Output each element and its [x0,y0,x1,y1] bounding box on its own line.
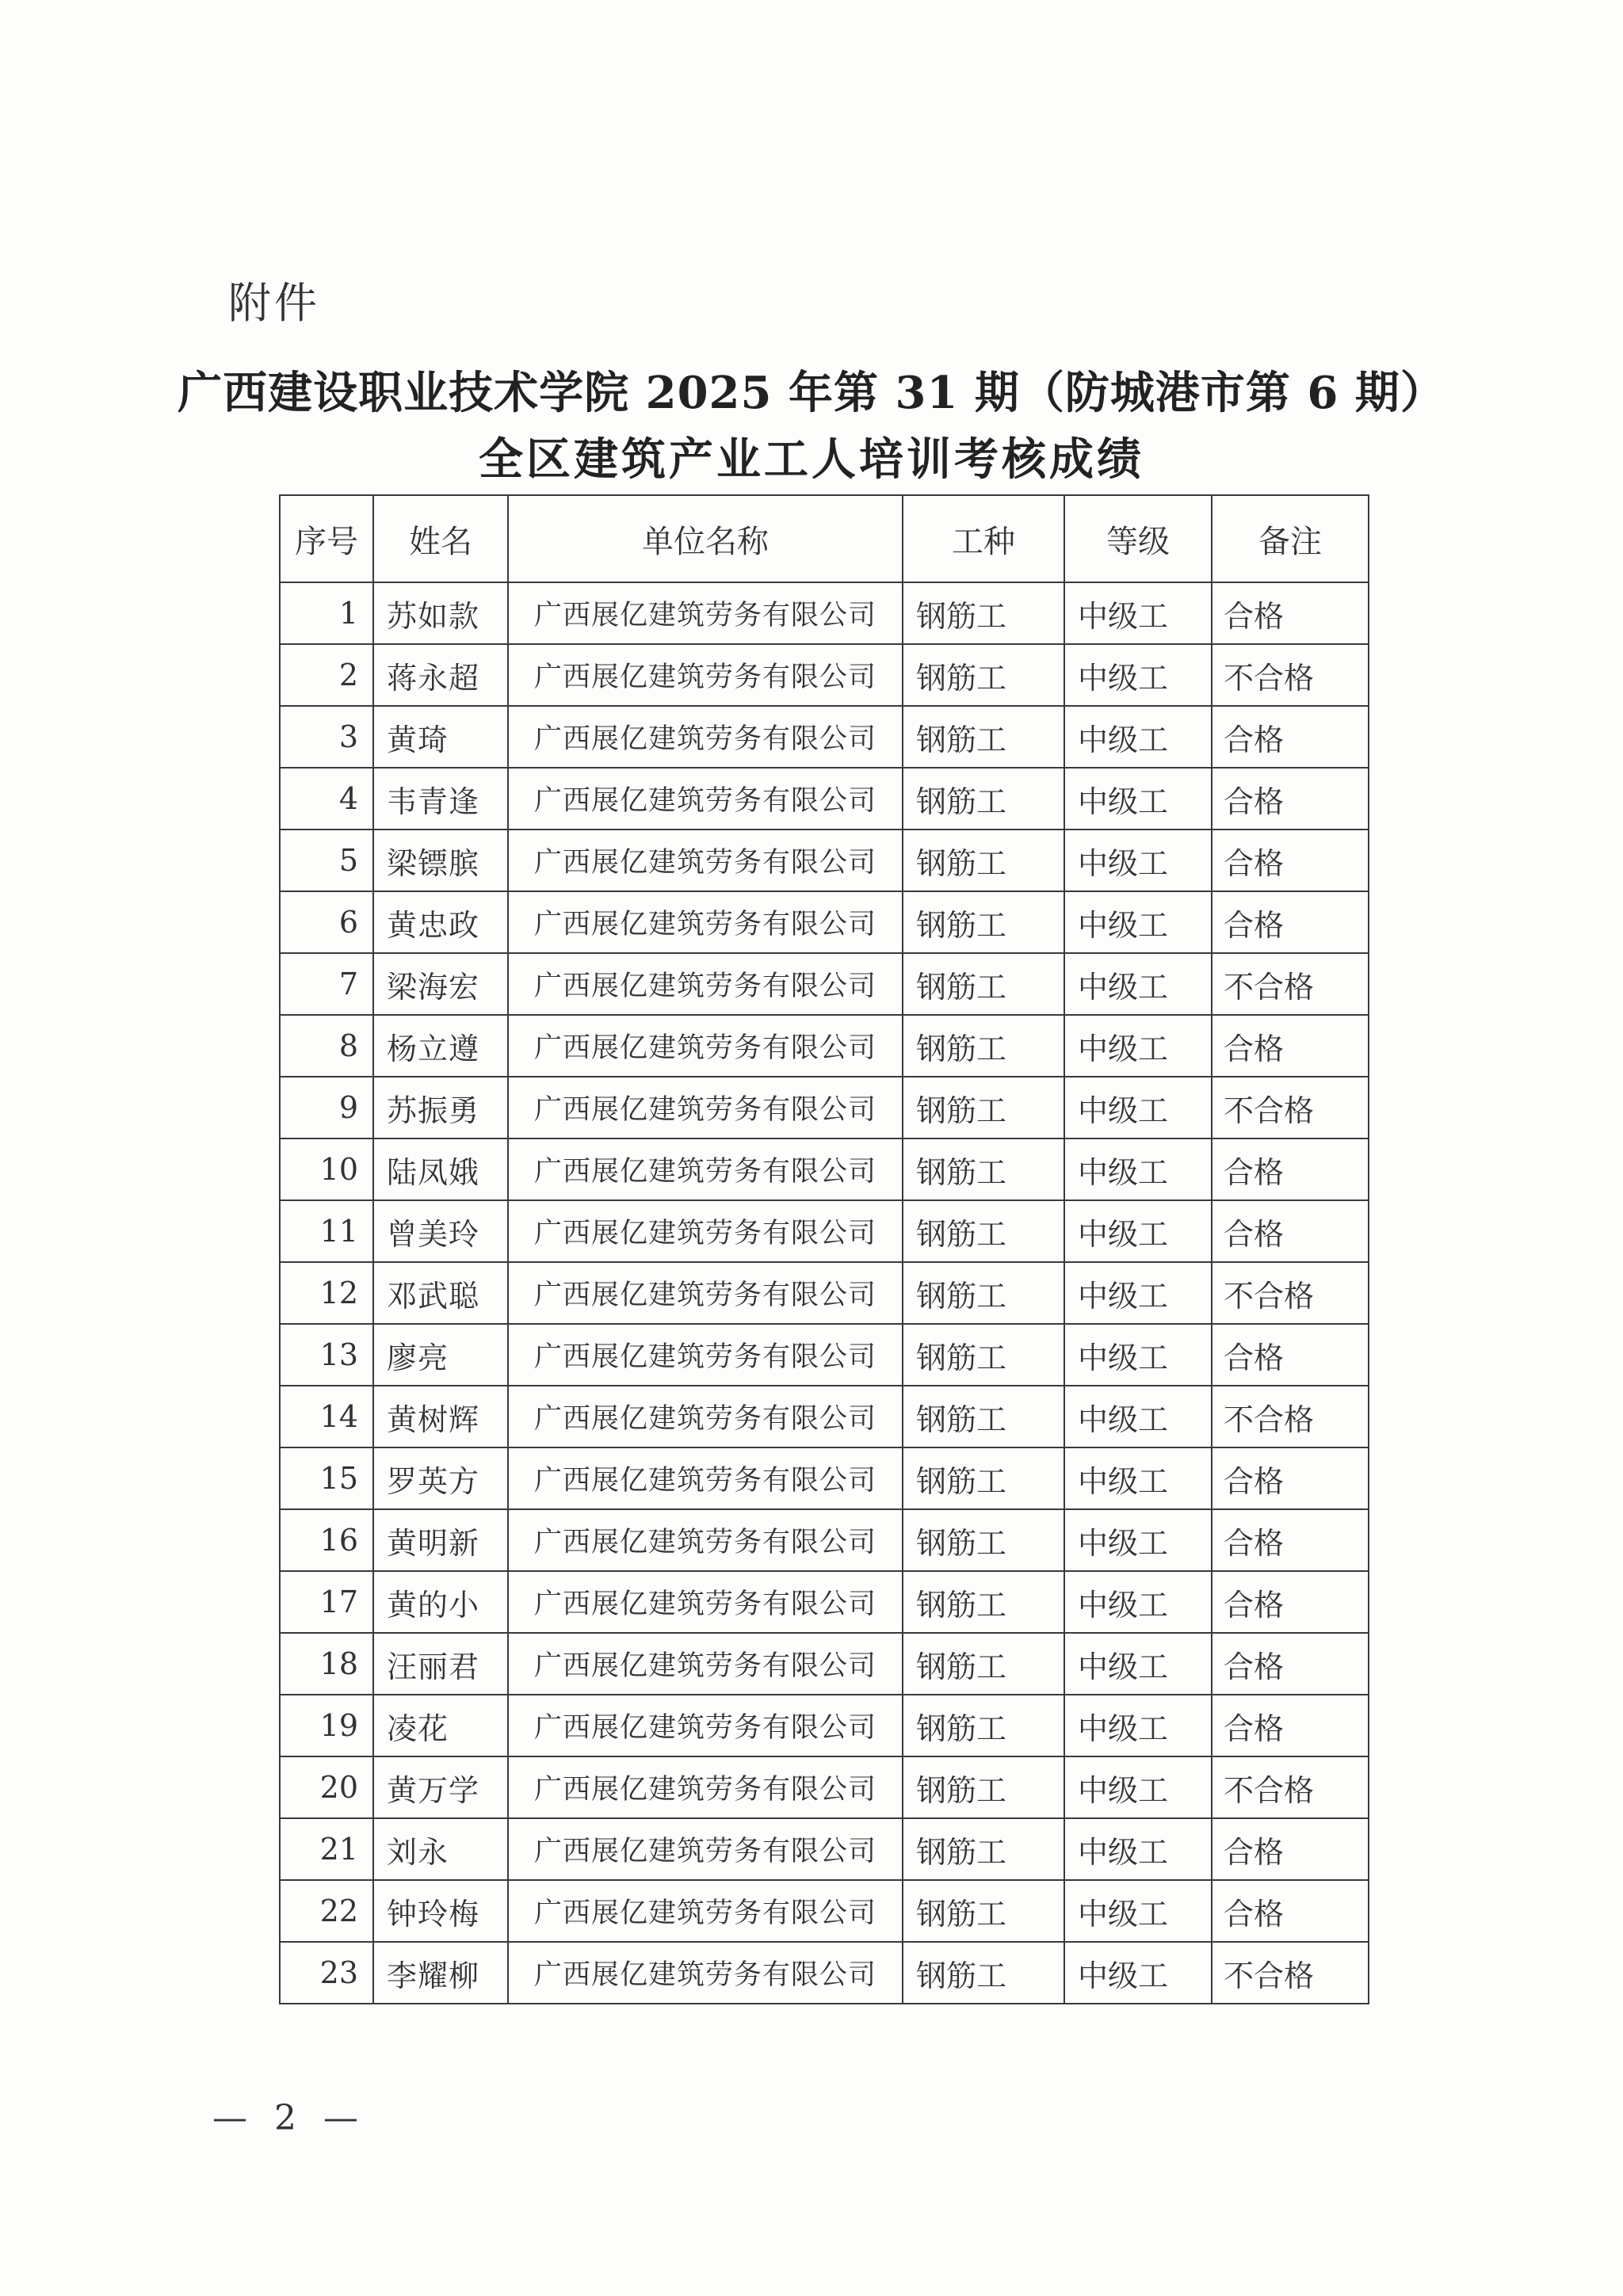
cell-serial-number: 3 [280,706,373,768]
cell-level: 中级工 [1064,1695,1212,1756]
table-header-row [280,495,1369,582]
cell-work-type: 钢筋工 [903,830,1064,891]
cell-work-type: 钢筋工 [903,768,1064,830]
cell-serial-number: 21 [280,1818,373,1880]
header-level: 等级 [1064,495,1212,582]
cell-work-type: 钢筋工 [903,1695,1064,1756]
table-row [280,1818,1369,1880]
cell-unit-name: 广西展亿建筑劳务有限公司 [508,1818,903,1880]
cell-serial-number: 11 [280,1200,373,1262]
table-row [280,891,1369,953]
cell-remarks: 合格 [1212,1447,1369,1509]
cell-remarks: 合格 [1212,1571,1369,1633]
cell-name: 黄忠政 [373,891,508,953]
table-row [280,644,1369,706]
cell-name: 黄万学 [373,1756,508,1818]
cell-level: 中级工 [1064,1324,1212,1386]
cell-serial-number: 9 [280,1077,373,1138]
table-row [280,830,1369,891]
header-unit-name: 单位名称 [508,495,903,582]
cell-work-type: 钢筋工 [903,1386,1064,1447]
cell-remarks: 不合格 [1212,953,1369,1015]
cell-remarks: 不合格 [1212,1386,1369,1447]
cell-serial-number: 23 [280,1942,373,2004]
cell-unit-name: 广西展亿建筑劳务有限公司 [508,1447,903,1509]
attachment-label: 附件 [228,278,320,328]
table-row [280,1942,1369,2004]
cell-work-type: 钢筋工 [903,582,1064,644]
cell-remarks: 不合格 [1212,1077,1369,1138]
cell-remarks: 合格 [1212,1138,1369,1200]
cell-name: 邓武聪 [373,1262,508,1324]
cell-level: 中级工 [1064,706,1212,768]
cell-work-type: 钢筋工 [903,1571,1064,1633]
cell-name: 曾美玲 [373,1200,508,1262]
cell-remarks: 合格 [1212,1818,1369,1880]
table-row [280,706,1369,768]
cell-level: 中级工 [1064,830,1212,891]
cell-level: 中级工 [1064,1138,1212,1200]
cell-work-type: 钢筋工 [903,1077,1064,1138]
table-row [280,1571,1369,1633]
cell-level: 中级工 [1064,1571,1212,1633]
cell-level: 中级工 [1064,1077,1212,1138]
cell-remarks: 合格 [1212,582,1369,644]
cell-unit-name: 广西展亿建筑劳务有限公司 [508,1077,903,1138]
cell-level: 中级工 [1064,1015,1212,1077]
table-row [280,1756,1369,1818]
cell-level: 中级工 [1064,953,1212,1015]
header-remarks: 备注 [1212,495,1369,582]
cell-name: 梁海宏 [373,953,508,1015]
table-row [280,953,1369,1015]
cell-name: 汪丽君 [373,1633,508,1695]
cell-level: 中级工 [1064,1942,1212,2004]
cell-unit-name: 广西展亿建筑劳务有限公司 [508,1756,903,1818]
table-row [280,1447,1369,1509]
table-row [280,1015,1369,1077]
cell-serial-number: 19 [280,1695,373,1756]
cell-work-type: 钢筋工 [903,1942,1064,2004]
cell-unit-name: 广西展亿建筑劳务有限公司 [508,1324,903,1386]
cell-unit-name: 广西展亿建筑劳务有限公司 [508,891,903,953]
cell-level: 中级工 [1064,891,1212,953]
table-row [280,1633,1369,1695]
cell-unit-name: 广西展亿建筑劳务有限公司 [508,1200,903,1262]
cell-work-type: 钢筋工 [903,1262,1064,1324]
table-row [280,1138,1369,1200]
cell-serial-number: 2 [280,644,373,706]
cell-name: 梁镖膑 [373,830,508,891]
table-row [280,1077,1369,1138]
document-title-line-1: 广西建设职业技术学院 2025 年第 31 期（防城港市第 6 期） [178,367,1445,419]
cell-unit-name: 广西展亿建筑劳务有限公司 [508,1386,903,1447]
cell-work-type: 钢筋工 [903,1880,1064,1942]
cell-work-type: 钢筋工 [903,1200,1064,1262]
cell-unit-name: 广西展亿建筑劳务有限公司 [508,644,903,706]
table-row [280,1509,1369,1571]
cell-remarks: 合格 [1212,1509,1369,1571]
cell-work-type: 钢筋工 [903,1324,1064,1386]
cell-name: 李耀柳 [373,1942,508,2004]
cell-level: 中级工 [1064,1880,1212,1942]
cell-remarks: 不合格 [1212,644,1369,706]
cell-level: 中级工 [1064,1509,1212,1571]
table-row [280,1262,1369,1324]
cell-unit-name: 广西展亿建筑劳务有限公司 [508,768,903,830]
cell-level: 中级工 [1064,644,1212,706]
cell-level: 中级工 [1064,1633,1212,1695]
document-title-line-2: 全区建筑产业工人培训考核成绩 [479,433,1144,486]
cell-level: 中级工 [1064,1386,1212,1447]
cell-remarks: 合格 [1212,1633,1369,1695]
cell-serial-number: 13 [280,1324,373,1386]
cell-serial-number: 10 [280,1138,373,1200]
cell-name: 凌花 [373,1695,508,1756]
header-serial-number: 序号 [280,495,373,582]
cell-level: 中级工 [1064,582,1212,644]
score-table [279,494,1369,2004]
cell-work-type: 钢筋工 [903,953,1064,1015]
table-row [280,1880,1369,1942]
cell-unit-name: 广西展亿建筑劳务有限公司 [508,1509,903,1571]
cell-level: 中级工 [1064,1262,1212,1324]
cell-unit-name: 广西展亿建筑劳务有限公司 [508,1880,903,1942]
cell-work-type: 钢筋工 [903,1138,1064,1200]
cell-work-type: 钢筋工 [903,1633,1064,1695]
cell-remarks: 合格 [1212,1015,1369,1077]
cell-remarks: 合格 [1212,830,1369,891]
cell-remarks: 合格 [1212,706,1369,768]
cell-remarks: 合格 [1212,1324,1369,1386]
cell-unit-name: 广西展亿建筑劳务有限公司 [508,953,903,1015]
cell-level: 中级工 [1064,1200,1212,1262]
cell-unit-name: 广西展亿建筑劳务有限公司 [508,830,903,891]
cell-serial-number: 7 [280,953,373,1015]
cell-serial-number: 17 [280,1571,373,1633]
cell-serial-number: 12 [280,1262,373,1324]
cell-unit-name: 广西展亿建筑劳务有限公司 [508,1942,903,2004]
cell-serial-number: 20 [280,1756,373,1818]
cell-name: 韦青逢 [373,768,508,830]
cell-serial-number: 15 [280,1447,373,1509]
cell-name: 钟玲梅 [373,1880,508,1942]
table-row [280,1200,1369,1262]
cell-work-type: 钢筋工 [903,1447,1064,1509]
cell-serial-number: 4 [280,768,373,830]
cell-work-type: 钢筋工 [903,644,1064,706]
cell-remarks: 不合格 [1212,1942,1369,2004]
cell-unit-name: 广西展亿建筑劳务有限公司 [508,706,903,768]
cell-remarks: 合格 [1212,768,1369,830]
cell-unit-name: 广西展亿建筑劳务有限公司 [508,1571,903,1633]
cell-serial-number: 1 [280,582,373,644]
cell-serial-number: 5 [280,830,373,891]
cell-remarks: 合格 [1212,1880,1369,1942]
table-row [280,1695,1369,1756]
cell-serial-number: 18 [280,1633,373,1695]
cell-unit-name: 广西展亿建筑劳务有限公司 [508,1633,903,1695]
cell-remarks: 不合格 [1212,1262,1369,1324]
cell-unit-name: 广西展亿建筑劳务有限公司 [508,582,903,644]
table-row [280,1324,1369,1386]
header-work-type: 工种 [903,495,1064,582]
cell-name: 黄的小 [373,1571,508,1633]
table-body [280,582,1369,2004]
cell-name: 陆凤娥 [373,1138,508,1200]
cell-serial-number: 14 [280,1386,373,1447]
cell-remarks: 不合格 [1212,1756,1369,1818]
cell-name: 黄明新 [373,1509,508,1571]
cell-level: 中级工 [1064,768,1212,830]
cell-work-type: 钢筋工 [903,1818,1064,1880]
cell-work-type: 钢筋工 [903,891,1064,953]
cell-name: 廖亮 [373,1324,508,1386]
cell-name: 黄琦 [373,706,508,768]
cell-work-type: 钢筋工 [903,706,1064,768]
cell-level: 中级工 [1064,1818,1212,1880]
cell-level: 中级工 [1064,1447,1212,1509]
cell-level: 中级工 [1064,1756,1212,1818]
cell-remarks: 合格 [1212,1695,1369,1756]
cell-name: 杨立遵 [373,1015,508,1077]
cell-unit-name: 广西展亿建筑劳务有限公司 [508,1138,903,1200]
cell-remarks: 合格 [1212,1200,1369,1262]
cell-name: 蒋永超 [373,644,508,706]
cell-unit-name: 广西展亿建筑劳务有限公司 [508,1015,903,1077]
cell-remarks: 合格 [1212,891,1369,953]
cell-name: 苏如款 [373,582,508,644]
cell-work-type: 钢筋工 [903,1015,1064,1077]
cell-work-type: 钢筋工 [903,1756,1064,1818]
cell-unit-name: 广西展亿建筑劳务有限公司 [508,1695,903,1756]
cell-name: 罗英方 [373,1447,508,1509]
table-row [280,768,1369,830]
cell-serial-number: 6 [280,891,373,953]
cell-name: 黄树辉 [373,1386,508,1447]
cell-unit-name: 广西展亿建筑劳务有限公司 [508,1262,903,1324]
page-number: — 2 — [212,2098,366,2138]
cell-name: 苏振勇 [373,1077,508,1138]
cell-work-type: 钢筋工 [903,1509,1064,1571]
table-row [280,582,1369,644]
cell-name: 刘永 [373,1818,508,1880]
cell-serial-number: 8 [280,1015,373,1077]
cell-serial-number: 22 [280,1880,373,1942]
header-name: 姓名 [373,495,508,582]
table-row [280,1386,1369,1447]
cell-serial-number: 16 [280,1509,373,1571]
